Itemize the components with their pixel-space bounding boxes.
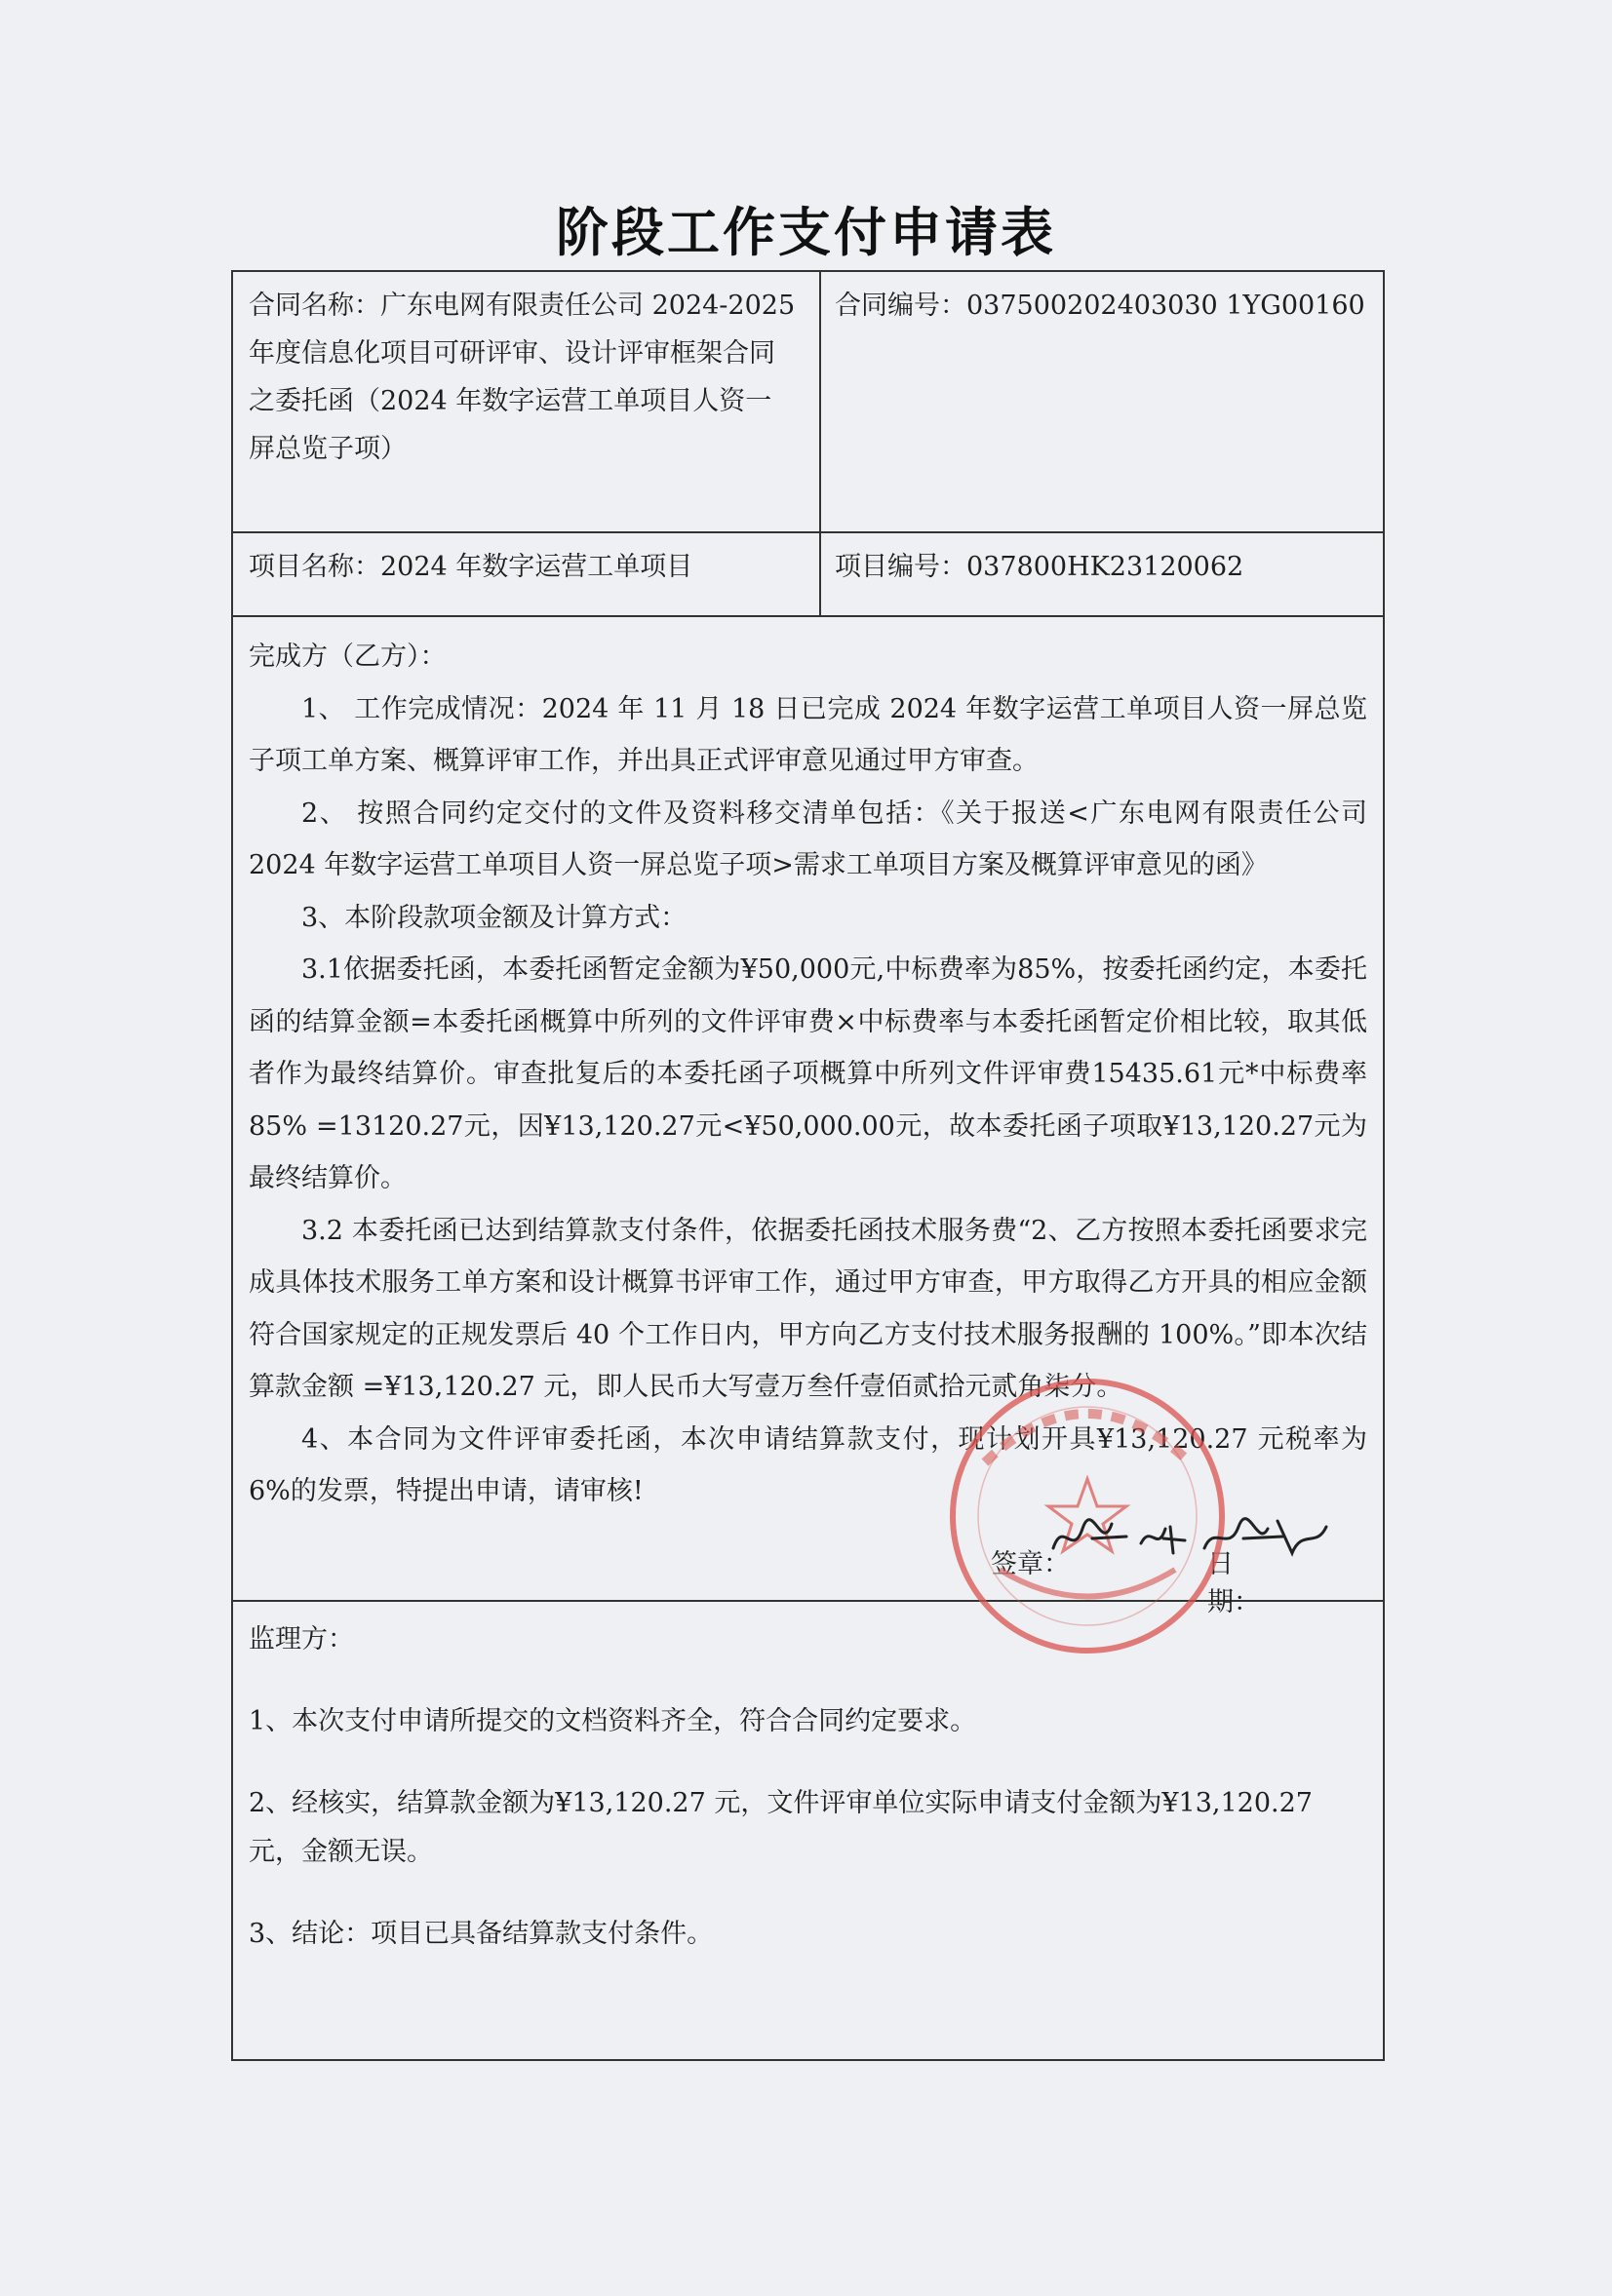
supervisor-heading: 监理方： xyxy=(249,1624,354,1654)
supervisor-item: 2、经核实，结算款金额为¥13,120.27 元，文件评审单位实际申请支付金额为¥13,120.27 元，金额无误。 xyxy=(249,1788,1313,1867)
project-number-cell xyxy=(821,533,1383,615)
contract-row xyxy=(233,272,1383,533)
project-name-cell xyxy=(233,533,821,615)
contract-number: 合同编号：037500202403030 1YG00160 xyxy=(835,291,1365,321)
contract-number-cell xyxy=(821,272,1383,531)
project-number: 项目编号：037800HK23120062 xyxy=(835,552,1244,582)
contract-name-line: 屏总览子项） xyxy=(249,434,407,464)
contract-name-line: 之委托函（2024 年数字运营工单项目人资一 xyxy=(249,386,772,416)
supervisor-item: 1、本次支付申请所提交的文档资料齐全，符合合同约定要求。 xyxy=(249,1706,977,1736)
completer-paragraph: 1、 工作完成情况：2024 年 11 月 18 日已完成 2024 年数字运营工单项目人资一屏总览子项工单方案、概算评审工作，并出具正式评审意见通过甲方审查。 xyxy=(249,693,1367,776)
supervisor-section xyxy=(233,1602,1383,2061)
completer-paragraph: 2、 按照合同约定交付的文件及资料移交清单包括：《关于报送<广东电网有限责任公司 2024 年数字运营工单项目人资一屏总览子项>需求工单项目方案及概算评审意见的函》 xyxy=(249,798,1367,880)
completer-paragraph: 4、本合同为文件评审委托函，本次申请结算款支付，现计划开具¥13,120.27 元税率为 6%的发票，特提出申请，请审核! xyxy=(249,1423,1367,1506)
payment-form-table xyxy=(231,270,1385,2061)
date-label: 日期： xyxy=(1207,1549,1260,1617)
supervisor-content xyxy=(233,1602,1383,1959)
project-name: 项目名称：2024 年数字运营工单项目 xyxy=(249,552,693,582)
completer-paragraph: 3、本阶段款项金额及计算方式： xyxy=(301,902,688,933)
supervisor-item: 3、结论：项目已具备结算款支付条件。 xyxy=(249,1919,714,1949)
project-row xyxy=(233,533,1383,617)
contract-name-cell xyxy=(233,272,821,531)
contract-name-line: 合同名称：广东电网有限责任公司 2024-2025 xyxy=(249,291,796,321)
page-title: 阶段工作支付申请表 xyxy=(556,202,1056,263)
completer-heading: 完成方（乙方）： xyxy=(249,642,447,672)
signature-label: 签章： xyxy=(991,1549,1070,1579)
completer-paragraph: 3.1依据委托函，本委托函暂定金额为¥50,000元,中标费率为85%，按委托函约定，本委托函的结算金额=本委托函概算中所列的文件评审费×中标费率与本委托函暂定价相比较，取其低者作为最终结算价。审查批复后的本委托函子项概算中所列文件评审费15435.61元*中标费率85% =13120.27元，因¥13,120.27元<¥50,000.00元，故本委托函子项取¥13,120.27元为最终结算价。 xyxy=(249,954,1367,1193)
completer-paragraph: 3.2 本委托函已达到结算款支付条件，依据委托函技术服务费“2、乙方按照本委托函要求完成具体技术服务工单方案和设计概算书评审工作，通过甲方审查，甲方取得乙方开具的相应金额符合国家规定的正规发票后 40 个工作日内，甲方向乙方支付技术服务报酬的 100%。”即本次结算款金额 =¥13,120.27 元，即人民币大写壹万叁仟壹佰贰拾元贰角柒分。 xyxy=(249,1215,1367,1402)
completer-content xyxy=(233,617,1383,1518)
contract-name-line: 年度信息化项目可研评审、设计评审框架合同 xyxy=(249,338,775,369)
completer-section xyxy=(233,617,1383,1602)
